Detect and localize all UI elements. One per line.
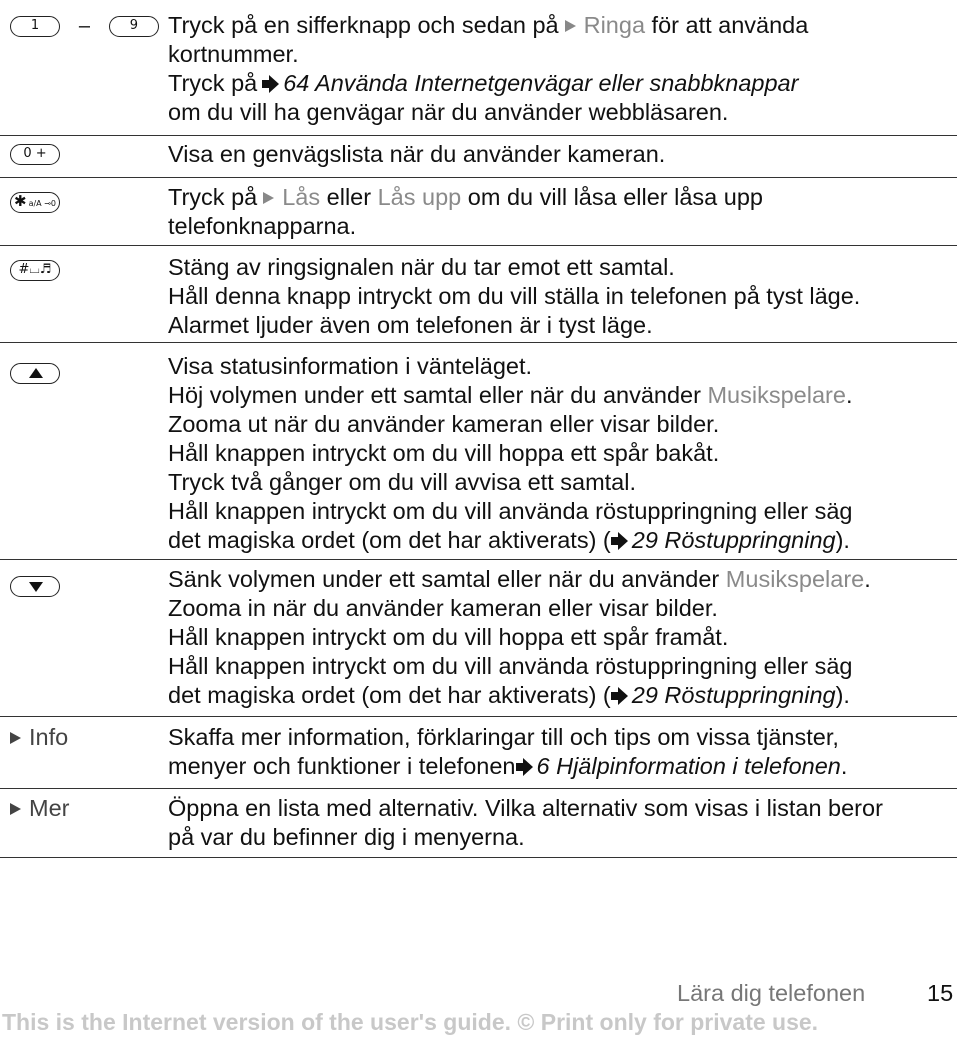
page-number: 15 xyxy=(927,980,954,1006)
text: Tryck på xyxy=(168,184,258,210)
text: . xyxy=(845,382,853,408)
softkey-ringa: Ringa xyxy=(583,12,646,38)
select-triangle-icon xyxy=(10,732,21,744)
text: Stäng av ringsignalen när du tar emot ett samtal. xyxy=(168,254,675,280)
key-icons xyxy=(10,260,60,281)
volume-up-key-icon xyxy=(10,363,60,384)
text: kortnummer. xyxy=(168,41,299,67)
text: Alarmet ljuder även om telefonen är i tyst läge. xyxy=(168,312,653,338)
page-reference-link[interactable]: 29 Röstuppringning xyxy=(631,682,836,708)
key-icons xyxy=(10,723,68,752)
text: det magiska ordet (om det har aktiverats) ( xyxy=(168,682,611,708)
key-row-volume-down xyxy=(0,560,957,717)
page-reference-link[interactable]: 29 Röstuppringning xyxy=(631,527,836,553)
reference-arrow-icon xyxy=(611,687,628,705)
softkey-las-upp: Lås upp xyxy=(377,184,462,210)
app-name-musikspelare: Musikspelare xyxy=(707,382,846,408)
softkey-las: Lås xyxy=(282,184,321,210)
star-glyph: ✱ xyxy=(14,192,27,210)
text: Tryck två gånger om du vill avvisa ett samtal. xyxy=(168,469,636,495)
key-icons xyxy=(10,144,60,165)
page-reference-link[interactable]: 6 Hjälpinformation i telefonen xyxy=(536,753,841,779)
volume-down-key-icon xyxy=(10,576,60,597)
app-name-musikspelare: Musikspelare xyxy=(725,566,865,592)
key-icons xyxy=(10,576,60,597)
key-1-icon: 1 xyxy=(10,16,60,37)
row-description xyxy=(168,11,953,127)
text: Visa en genvägslista när du använder kameran. xyxy=(168,141,666,167)
key-9-icon: 9 xyxy=(109,16,159,37)
row-description xyxy=(168,723,953,781)
key-row-star xyxy=(0,178,957,246)
key-row-info xyxy=(0,717,957,789)
row-description xyxy=(168,253,953,340)
text: Zooma in när du använder kameran eller visar bilder. xyxy=(168,595,718,621)
text: Öppna en lista med alternativ. Vilka alternativ som visas i listan beror xyxy=(168,795,883,821)
text: ). xyxy=(835,527,850,553)
text: det magiska ordet (om det har aktiverats) ( xyxy=(168,527,611,553)
text: telefonknapparna. xyxy=(168,213,357,239)
key-row-hash xyxy=(0,246,957,343)
key-row-more xyxy=(0,789,957,858)
key-0-plus-icon: 0 + xyxy=(10,144,60,165)
key-row-number-keys xyxy=(0,0,957,136)
key-range-dash: – xyxy=(78,15,91,37)
text: Skaffa mer information, förklaringar till och tips om vissa tjänster, xyxy=(168,724,839,750)
key-row-zero xyxy=(0,136,957,178)
key-icons xyxy=(10,363,60,384)
key-row-volume-up xyxy=(0,343,957,560)
softkey-mer: Mer xyxy=(29,795,70,821)
row-description xyxy=(168,352,953,555)
page-reference-link[interactable]: 64 Använda Internetgenvägar eller snabbknappar xyxy=(283,70,799,96)
key-star-icon xyxy=(10,192,60,213)
row-description xyxy=(168,565,953,710)
select-triangle-icon xyxy=(263,192,274,204)
key-icons xyxy=(10,794,69,823)
row-description xyxy=(168,183,953,241)
reference-arrow-icon xyxy=(611,532,628,550)
text: Håll knappen intryckt om du vill använda röstuppringning eller säg xyxy=(168,498,853,524)
text: för att använda xyxy=(651,12,809,38)
internet-version-notice: This is the Internet version of the user's guide. © Print only for private use. xyxy=(2,1009,819,1035)
key-icons xyxy=(10,192,60,213)
text: Sänk volymen under ett samtal eller när du använder xyxy=(168,566,720,592)
text: . xyxy=(864,566,871,592)
row-description xyxy=(168,794,953,852)
text: Håll denna knapp intryckt om du vill ställa in telefonen på tyst läge. xyxy=(168,283,861,309)
triangle-down-icon xyxy=(29,582,43,592)
text: på var du befinner dig i menyerna. xyxy=(168,824,525,850)
section-title: Lära dig telefonen xyxy=(677,980,866,1006)
key-hash-silent-icon: #⌴♬ xyxy=(10,260,60,281)
text: om du vill låsa eller låsa upp xyxy=(467,184,763,210)
text: Tryck på en sifferknapp och sedan på xyxy=(168,12,559,38)
triangle-up-icon xyxy=(29,368,43,378)
text: . xyxy=(840,753,848,779)
reference-arrow-icon xyxy=(262,75,279,93)
select-triangle-icon xyxy=(565,20,576,32)
text: Zooma ut när du använder kameran eller visar bilder. xyxy=(168,411,720,437)
text: om du vill ha genvägar när du använder webbläsaren. xyxy=(168,99,729,125)
text: Höj volymen under ett samtal eller när du använder xyxy=(168,382,701,408)
row-description xyxy=(168,140,953,169)
text: eller xyxy=(326,184,372,210)
text: menyer och funktioner i telefonen xyxy=(168,753,516,779)
text: Visa statusinformation i vänteläget. xyxy=(168,353,533,379)
select-triangle-icon xyxy=(10,803,21,815)
text: Håll knappen intryckt om du vill hoppa ett spår bakåt. xyxy=(168,440,720,466)
text: ). xyxy=(835,682,850,708)
key-icons xyxy=(10,15,159,38)
text: Håll knappen intryckt om du vill hoppa ett spår framåt. xyxy=(168,624,729,650)
softkey-info: Info xyxy=(29,724,69,750)
text: Håll knappen intryckt om du vill använda röstuppringning eller säg xyxy=(168,653,853,679)
case-lock-label: a/A ⊸0 xyxy=(28,199,56,208)
text: Tryck på xyxy=(168,70,258,96)
reference-arrow-icon xyxy=(516,758,533,776)
